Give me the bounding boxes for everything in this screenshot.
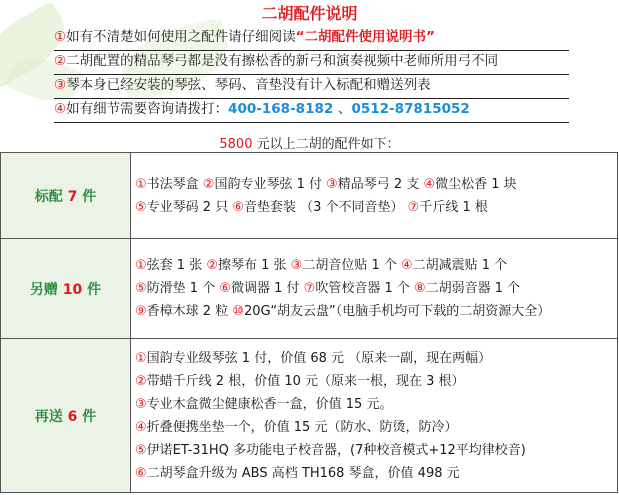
note-line-3: [54, 74, 569, 99]
list-item: ⑤防滑垫 1 个: [135, 281, 220, 296]
list-item: ⑥微调器 1 付: [219, 281, 304, 296]
list-item: ④折叠便携坐垫一个，价值 15 元（防水、防烫，防冷）: [135, 419, 458, 435]
note-line-2: [54, 50, 569, 75]
item-number: ①: [135, 258, 147, 273]
item-number: ②: [135, 373, 147, 389]
note-number: ②: [54, 53, 67, 69]
list-item: ⑤伊诺ET-31HQ 多功能电子校音器，(7种校音模式+12平均律校音): [135, 442, 526, 458]
category-cell: [1, 153, 131, 239]
page-title: 二胡配件说明: [261, 4, 358, 23]
item-number: ⑨: [135, 304, 147, 319]
item-number: ⑦: [407, 199, 420, 215]
item-number: ⑩: [232, 304, 244, 319]
list-item: ⑤专业琴码 2 只: [135, 199, 233, 215]
item-number: ⑦: [303, 281, 316, 296]
item-line: [135, 462, 617, 485]
list-item: ⑥音垫套装 （3 个不同音垫）: [232, 199, 408, 215]
list-item: ⑨香樟木球 2 粒: [135, 304, 233, 319]
note-number: ①: [54, 29, 67, 45]
items-cell: [131, 339, 618, 493]
item-line: [135, 393, 617, 416]
item-line: [135, 347, 617, 370]
item-number: ④: [423, 176, 436, 192]
category-unit: 件: [82, 281, 102, 298]
item-number: ②: [202, 176, 215, 192]
category-cell: [1, 239, 131, 339]
note-text: 如有不清楚如何使用之配件请仔细阅读: [66, 29, 296, 45]
info-header: [0, 0, 619, 152]
category-count: 6: [67, 408, 78, 425]
item-number: ②: [206, 258, 218, 273]
accessory-subtitle: [0, 133, 619, 152]
category-unit: 件: [77, 188, 97, 205]
note-number: ④: [54, 101, 67, 117]
list-item: ⑥二胡琴盒升级为 ABS 高档 TH168 琴盒，价值 498 元: [135, 465, 460, 481]
list-item: ③精品琴弓 2 支: [326, 176, 424, 192]
category-unit: 件: [77, 408, 97, 425]
category-label: 再送: [34, 408, 63, 425]
category-label: 另赠: [29, 281, 58, 298]
item-line: [135, 300, 617, 323]
table-row-extra: [1, 339, 618, 493]
accessory-table: [0, 152, 618, 493]
item-number: ③: [326, 176, 338, 192]
list-item: ⑦千斤线 1 根: [407, 199, 488, 215]
list-item: ⑦吹管校音器 1 个: [303, 281, 414, 296]
list-item: ⑩20G“胡友云盘”（电脑手机均可下载的二胡资源大全）: [232, 304, 551, 319]
item-number: ⑥: [135, 465, 147, 481]
list-item: ①国韵专业级琴弦 1 付，价值 68 元 （原来一副，现在两幅）: [135, 350, 492, 366]
list-item: ②国韵专业琴弦 1 付: [202, 176, 327, 192]
category-label: 标配: [34, 188, 63, 205]
table-row-bonus: [1, 239, 618, 339]
item-number: ⑧: [413, 281, 426, 296]
list-item: ⑧二胡弱音器 1 个: [413, 281, 521, 296]
item-number: ⑥: [219, 281, 231, 296]
item-line: [135, 370, 617, 393]
item-line: [135, 277, 617, 300]
item-line: [135, 196, 617, 219]
item-number: ⑤: [135, 281, 147, 296]
list-item: ③二胡音位贴 1 个: [290, 258, 401, 273]
item-number: ①: [135, 350, 147, 366]
item-line: [135, 173, 617, 196]
list-item: ②擦琴布 1 张: [206, 258, 291, 273]
item-number: ④: [400, 258, 413, 273]
note-line-4: [54, 98, 569, 123]
price-threshold: 5800: [219, 137, 253, 152]
item-number: ⑤: [135, 442, 147, 458]
subtitle-text: 元以上二胡的配件如下：: [252, 137, 400, 152]
item-line: [135, 416, 617, 439]
item-number: ③: [135, 396, 147, 412]
item-number: ③: [290, 258, 303, 273]
phone-numbers[interactable]: 400-168-8182 、0512-87815052: [228, 101, 470, 117]
item-line: [135, 439, 617, 462]
list-item: ④微尘松香 1 块: [423, 176, 517, 192]
list-item: ①书法琴盒: [135, 176, 203, 192]
note-text: 如有细节需要咨询请拨打：: [66, 101, 229, 117]
items-cell: [131, 239, 618, 339]
item-number: ⑥: [232, 199, 244, 215]
items-cell: [131, 153, 618, 239]
item-number: ⑤: [135, 199, 147, 215]
item-line: [135, 254, 617, 277]
note-line-1: [54, 26, 569, 51]
list-item: ③专业木盒微尘健康松香一盒，价值 15 元。: [135, 396, 393, 412]
list-item: ①弦套 1 张: [135, 258, 207, 273]
note-text: 二胡配置的精品琴弓都是没有擦松香的新弓和演奏视频中老师所用弓不同: [66, 53, 499, 69]
category-count: 7: [67, 188, 78, 205]
category-cell: [1, 339, 131, 493]
list-item: ②带蜡千斤线 2 根，价值 10 元（原来一根，现在 3 根）: [135, 373, 465, 389]
manual-link[interactable]: “二胡配件使用说明书”: [295, 29, 435, 45]
item-number: ④: [135, 419, 147, 435]
table-row-standard: [1, 153, 618, 239]
list-item: ④二胡减震贴 1 个: [400, 258, 508, 273]
note-text: 琴本身已经安装的琴弦、琴码、音垫没有计入标配和赠送列表: [66, 77, 431, 93]
note-number: ③: [54, 77, 67, 93]
category-count: 10: [62, 281, 83, 298]
item-number: ①: [135, 176, 147, 192]
